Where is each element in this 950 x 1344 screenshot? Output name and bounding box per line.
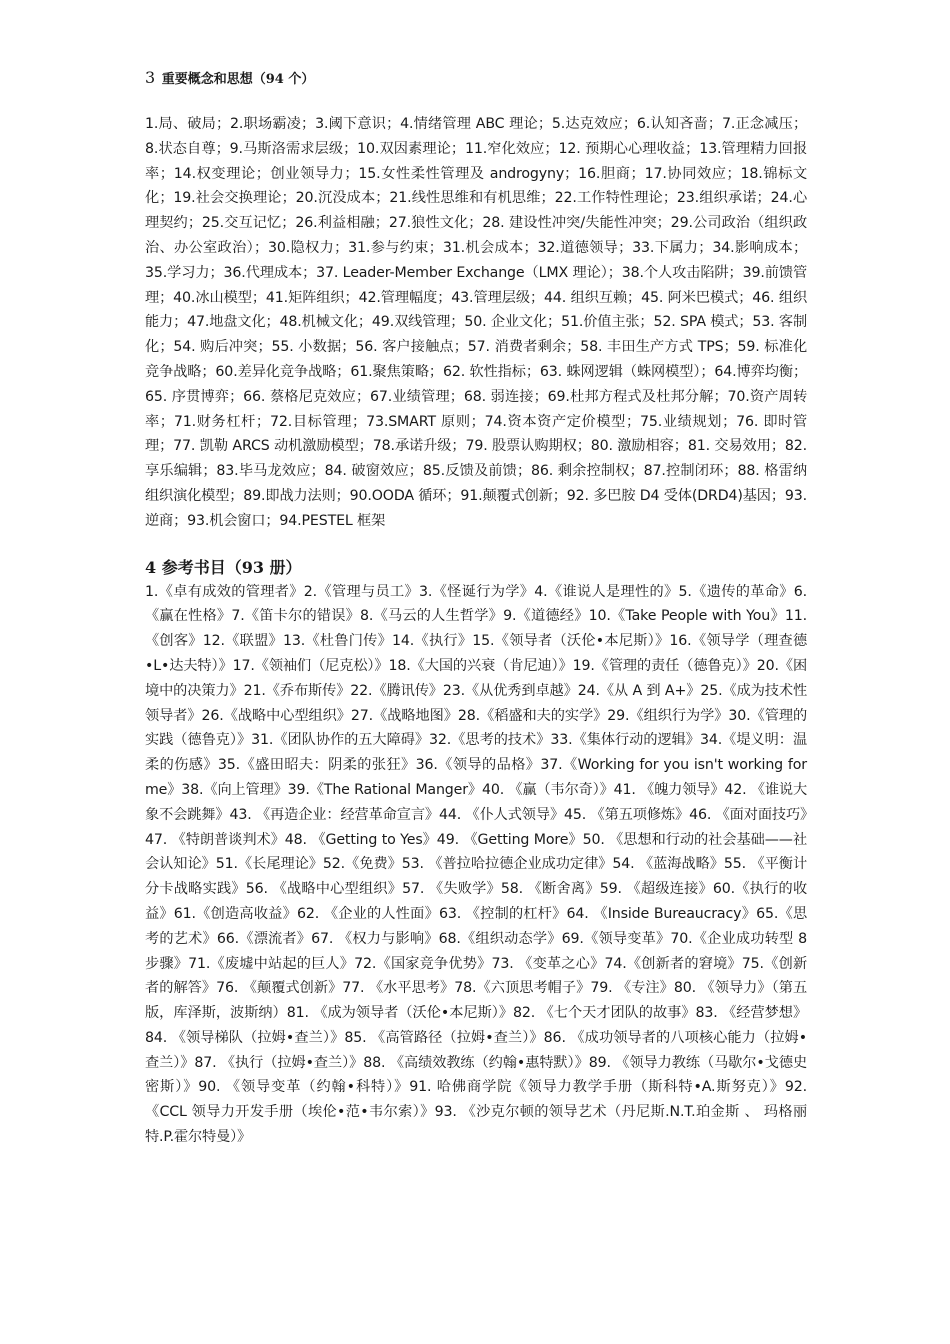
concepts-section-number: 3 [145,68,156,87]
books-heading: 4 参考书目（93 册） [145,557,302,577]
document-page [145,68,807,1150]
concepts-heading [145,68,807,90]
concepts-list: 1.局、破局；2.职场霸凌；3.阈下意识；4.情绪管理 ABC 理论；5.达克效应；6.认知吝啬；7.正念减压；8.状态自尊；9.马斯洛需求层级；10.双因素理论；11.窄化效应；12. 预期心心理收益；13.管理精力回报率；14.权变理论；创业领导力；15.女性柔性管理及 androgyny；16.胆商；17.协同效应；18.锦标文化；19.社会交换理论；20.沉没成本；21.线性思维和有机思维；22.工作特性理论；23.组织承诺；24.心理契约；25.交互记忆；26.利益相融；27.狼性文化；28. 建设性冲突/失能性冲突；29.公司政治（组织政治、办公室政治）；30.隐权力；31.参与约束；31.机会成本；32.道德领导；33.下属力；34.影响成本；35.学习力；36.代理成本；37. Leader-Member Exchange（LMX 理论）；38.个人攻击陷阱；39.前馈管理；40.冰山模型；41.矩阵组织；42.管理幅度；43.管理层级；44. 组织互赖；45. 阿米巴模式；46. 组织能力；47.地盘文化；48.机械文化；49.双线管理；50. 企业文化；51.价值主张；52. SPA 模式；53. 客制化；54. 购后冲突；55. 小数据；56. 客户接触点；57. 消费者剩余；58. 丰田生产方式 TPS；59. 标准化竞争战略；60.差异化竞争战略；61.聚焦策略；62. 软性指标；63. 蛛网逻辑（蛛网模型）；64.博弈均衡；65. 序贯博弈；66. 蔡格尼克效应；67.业绩管理；68. 弱连接；69.杜邦方程式及杜邦分解；70.资产周转率；71.财务杠杆；72.目标管理；73.SMART 原则；74.资本资产定价模型；75.业绩规划；76. 即时管理；77. 凯勒 ARCS 动机激励模型；78.承诺升级；79. 股票认购期权；80. 激励相容；81. 交易效用；82. 享乐编辑；83.毕马龙效应；84. 破窗效应；85.反馈及前馈；86. 剩余控制权；87.控制闭环；88. 格雷纳组织演化模型；89.即战力法则；90.OODA 循环；91.颠覆式创新；92. 多巴胺 D4 受体(DRD4)基因；93.逆商；93.机会窗口；94.PESTEL 框架 [145,116,807,529]
books-list: 1.《卓有成效的管理者》2.《管理与员工》3.《怪诞行为学》4.《谁说人是理性的》5.《遗传的革命》6. 《赢在性格》7.《笛卡尔的错误》8.《马云的人生哲学》9.《道德经》10.《Take People with You》11.《创客》12.《联盟》13.《杜鲁门传》14.《执行》15.《领导者（沃伦•本尼斯）》16.《领导学（理查德•L•达夫特）》17.《领袖们（尼克松）》18.《大国的兴衰（肯尼迪）》19.《管理的责任（德鲁克）》20.《困境中的决策力》21.《乔布斯传》22.《腾讯传》23.《从优秀到卓越》24.《从 A 到 A+》25.《成为技术性领导者》26.《战略中心型组织》27.《战略地图》28.《稻盛和夫的实学》29.《组织行为学》30.《管理的实践（德鲁克）》31.《团队协作的五大障碍》32.《思考的技术》33.《集体行动的逻辑》34.《堤义明：温柔的伤感》35.《盛田昭夫：阴柔的张狂》36.《领导的品格》37.《Working for you isn't working for me》38.《向上管理》39.《The Rational Manger》40. 《赢（韦尔奇）》41. 《魄力领导》42. 《谁说大象不会跳舞》43. 《再造企业：经营革命宣言》44. 《仆人式领导》45. 《第五项修炼》46. 《面对面技巧》47. 《特朗普谈判术》48. 《Getting to Yes》49. 《Getting More》50. 《思想和行动的社会基础——社会认知论》51.《长尾理论》52.《免费》53. 《普拉哈拉德企业成功定律》54. 《蓝海战略》55. 《平衡计分卡战略实践》56. 《战略中心型组织》57. 《失败学》58. 《断舍离》59. 《超级连接》60.《执行的收益》61.《创造高收益》62. 《企业的人性面》63. 《控制的杠杆》64. 《Inside Bureaucracy》65.《思考的艺术》66.《漂流者》67. 《权力与影响》68.《组织动态学》69.《领导变革》70.《企业成功转型 8 步骤》71.《废墟中站起的巨人》72.《国家竞争优势》73. 《变革之心》74.《创新者的窘境》75.《创新者的解答》76. 《颠覆式创新》77. 《水平思考》78.《六顶思考帽子》79. 《专注》80. 《领导力》（第五版，库泽斯，波斯纳）81. 《成为领导者（沃伦•本尼斯）》82. 《七个天才团队的故事》83. 《经营梦想》84. 《领导梯队（拉姆•查兰）》85. 《高管路径（拉姆•查兰）》86. 《成功领导者的八项核心能力（拉姆•查兰）》87. 《执行（拉姆•查兰）》88. 《高绩效教练（约翰•惠特默）》89. 《领导力教练（马歇尔•戈德史密斯）》90. 《领导变革（约翰•科特）》91. 哈佛商学院《领导力教学手册（斯科特•A.斯努克）》92. 《CCL 领导力开发手册（埃伦•范•韦尔索）》93. 《沙克尔顿的领导艺术（丹尼斯.N.T.珀金斯 、 玛格丽特.P.霍尔特曼）》 [145,583,807,1146]
concepts-heading-text: 重要概念和思想（94 个） [161,72,315,87]
